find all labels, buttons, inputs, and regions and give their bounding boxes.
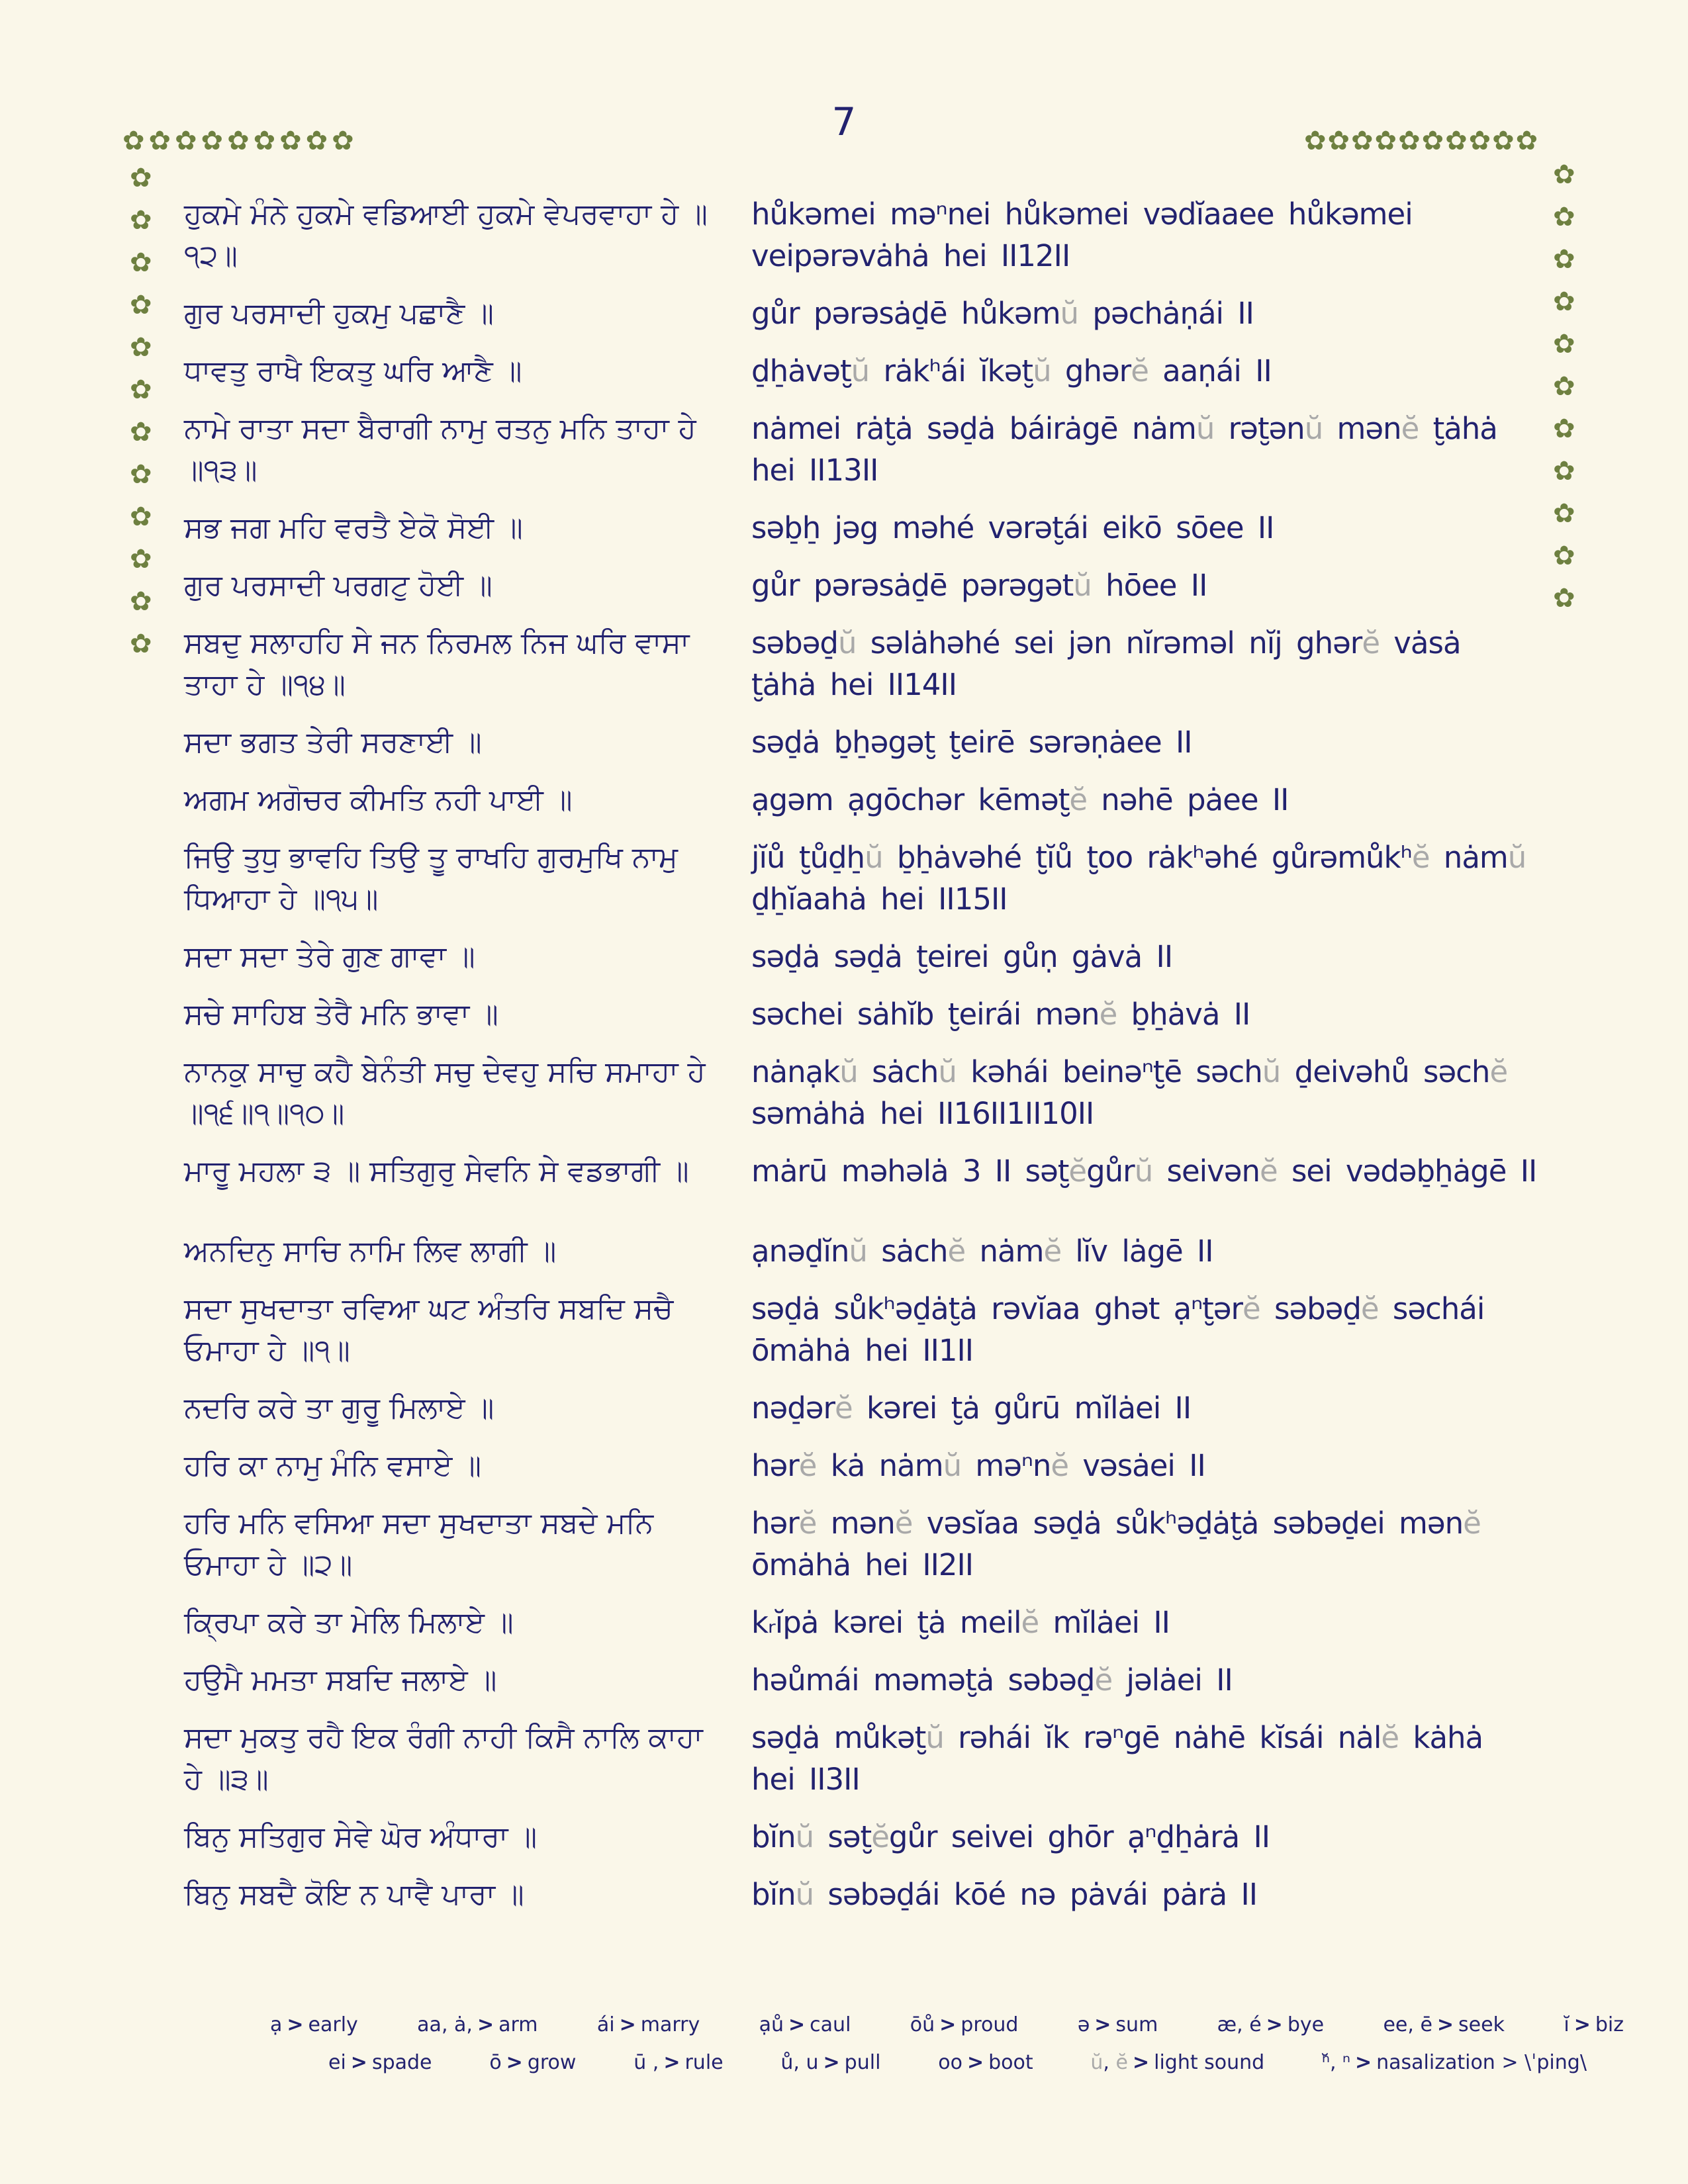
pronunciation-item — [910, 2013, 1019, 2036]
roman-transliteration-text: səb̠h̠ jəg məhé vərət̮ái eikō sōee II — [751, 510, 1274, 545]
flower-border-left — [130, 164, 152, 658]
flower-icon: ✿ — [130, 417, 152, 447]
flower-icon: ✿ — [130, 205, 152, 236]
roman-transliteration-text: səd̠ȧ səd̠ȧ t̮eirei gůṇ gȧvȧ II — [751, 939, 1173, 974]
pron-symbol: ōů — [910, 2013, 935, 2036]
greater-than-icon: > — [1573, 2013, 1591, 2036]
muted-short-vowel: ŭ — [1060, 296, 1079, 331]
pron-symbol: ů, u — [780, 2051, 819, 2074]
gurmukhi-text: ਅਗਮ ਅਗੋਚਰ ਕੀਮਤਿ ਨਹੀ ਪਾਈ ॥ — [184, 783, 573, 817]
flower-icon: ✿ — [130, 586, 152, 617]
pronunciation-key-row-1 — [270, 2013, 1624, 2036]
pron-symbol: ĭ — [1564, 2013, 1570, 2036]
pronunciation-key-row-2 — [270, 2051, 1624, 2074]
gurmukhi-text: ਬਿਨੁ ਸਬਦੈ ਕੋਇ ਨ ਪਾਵੈ ਪਾਰਾ ॥ — [184, 1878, 524, 1911]
flower-icon: ✿ — [130, 290, 152, 320]
verse-row — [184, 1051, 1538, 1134]
pronunciation-item — [597, 2013, 700, 2036]
pron-symbol: ō — [489, 2051, 502, 2074]
muted-short-vowel: ĕ — [1362, 625, 1380, 660]
muted-short-vowel: ŭ — [851, 353, 870, 388]
muted-short-vowel: ĕ — [1068, 1154, 1087, 1189]
muted-short-vowel: ŭ — [1134, 1154, 1153, 1189]
flower-icon: ✿ — [201, 126, 224, 156]
pron-example: pull — [844, 2051, 881, 2074]
flower-icon: ✿ — [130, 544, 152, 574]
muted-short-vowel: ĕ — [1051, 1448, 1069, 1483]
pronunciation-item — [270, 2013, 358, 2036]
flower-icon: ✿ — [305, 126, 328, 156]
verse-row — [184, 622, 1538, 705]
pronunciation-key — [270, 2013, 1624, 2074]
flower-icon: ✿ — [1515, 126, 1538, 156]
verse-row — [184, 1816, 1538, 1858]
roman-transliteration-text: nəd̠ərĕ kərei t̮ȧ gůrū mĭlȧei II — [751, 1390, 1192, 1426]
flower-icon: ✿ — [175, 126, 197, 156]
pronunciation-item — [938, 2051, 1033, 2074]
muted-short-vowel: ŭ — [837, 625, 857, 660]
muted-short-vowel: ŭ — [1304, 411, 1323, 446]
greater-than-icon: > — [1132, 2051, 1150, 2074]
flower-icon: ✿ — [1398, 126, 1421, 156]
verse-row — [184, 1659, 1538, 1701]
muted-short-vowel: ŭ — [925, 1720, 944, 1755]
greater-than-icon: > — [663, 2051, 680, 2074]
pron-symbol: ái — [596, 2013, 615, 2036]
verse-row — [184, 1502, 1538, 1586]
roman-transliteration-text: gůr pərəsȧd̠ē hůkəmŭ pəchȧṇái II — [751, 296, 1254, 331]
flower-icon: ✿ — [1553, 498, 1575, 529]
pronunciation-item — [1217, 2013, 1324, 2036]
muted-short-vowel: ŭ — [865, 840, 883, 875]
muted-short-vowel: ŭ — [943, 1448, 962, 1483]
pron-example: bye — [1287, 2013, 1325, 2036]
roman-transliteration-text: mȧrū məhəlȧ 3 II sət̮ĕgůrŭ seivənĕ sei vədəb̠h̠ȧgē II — [751, 1154, 1537, 1189]
pron-example: nasalization > \ˈping\ — [1376, 2051, 1587, 2074]
gurmukhi-text: ਕ੍ਰਿਪਾ ਕਰੇ ਤਾ ਮੇਲਿ ਮਿਲਾਏ ॥ — [184, 1606, 514, 1639]
verse-row — [184, 1717, 1538, 1800]
verse-row — [184, 565, 1538, 606]
muted-short-vowel: ĕ — [1131, 353, 1149, 388]
verse-row — [184, 408, 1538, 491]
gurmukhi-text: ਨਾਨਕੁ ਸਾਚੁ ਕਹੈ ਬੇਨੰਤੀ ਸਚੁ ਦੇਵਹੁ ਸਚਿ ਸਮਾਹਾ ਹੇ ॥੧੬॥੧॥੧੦॥ — [184, 1055, 706, 1130]
flower-icon: ✿ — [1374, 126, 1397, 156]
greater-than-icon: > — [619, 2013, 636, 2036]
gurmukhi-text: ਸਦਾ ਸਦਾ ਤੇਰੇ ਗੁਣ ਗਾਵਾ ॥ — [184, 940, 475, 974]
muted-short-vowel: ĕ — [1360, 1291, 1379, 1326]
pron-symbol: ə — [1077, 2013, 1090, 2036]
roman-transliteration-text: bĭnŭ sət̮ĕgůr seivei ghōr ạⁿd̠h̠ȧrȧ II — [751, 1819, 1270, 1854]
flower-icon: ✿ — [130, 375, 152, 405]
roman-transliteration-text: ạgəm ạgōchər kēmət̮ĕ nəhē pȧee II — [751, 782, 1289, 817]
muted-short-vowel: ŭ — [839, 1054, 858, 1089]
verse-row — [184, 1602, 1538, 1643]
muted-short-vowel: ŭ — [1033, 353, 1051, 388]
gurmukhi-text: ਸਦਾ ਮੁਕਤੁ ਰਹੈ ਇਕ ਰੰਗੀ ਨਾਹੀ ਕਿਸੈ ਨਾਲਿ ਕਾਹਾ ਹੇ ॥੩॥ — [184, 1721, 703, 1796]
pron-example: caul — [810, 2013, 851, 2036]
pron-symbol: ạů — [759, 2013, 784, 2036]
flower-icon: ✿ — [1553, 371, 1575, 402]
pron-example: grow — [527, 2051, 577, 2074]
pronunciation-item — [1090, 2051, 1264, 2074]
roman-transliteration-text: ạnəd̠ĭnŭ sȧchĕ nȧmĕ lĭv lȧgē II — [751, 1234, 1213, 1269]
muted-short-vowel: ŭ — [1196, 411, 1215, 446]
roman-transliteration-text: səd̠ȧ můkət̮ŭ rəhái ĭk rəⁿgē nȧhē kĭsái nȧlĕ kȧhȧ hei II3II — [751, 1720, 1483, 1797]
flower-icon: ✿ — [1468, 126, 1491, 156]
flower-icon: ✿ — [130, 459, 152, 490]
flower-icon: ✿ — [253, 126, 276, 156]
muted-short-vowel: ŭ — [1090, 2051, 1103, 2074]
pron-example: seek — [1458, 2013, 1505, 2036]
flower-icon: ✿ — [1553, 287, 1575, 317]
flower-icon: ✿ — [1445, 126, 1468, 156]
verse-table — [184, 193, 1538, 1915]
verse-row — [184, 1288, 1538, 1371]
roman-transliteration-text: kᵣĭpȧ kərei t̮ȧ meilĕ mĭlȧei II — [751, 1605, 1170, 1640]
muted-short-vowel: ŭ — [938, 1054, 957, 1089]
gurmukhi-text: ਬਿਨੁ ਸਤਿਗੁਰ ਸੇਵੇ ਘੋਰ ਅੰਧਾਰਾ ॥ — [184, 1820, 538, 1854]
muted-short-vowel: ĕ — [871, 1819, 889, 1854]
roman-transliteration-text: səchei sȧhĭb t̮eirái mənĕ b̠h̠ȧvȧ II — [751, 997, 1250, 1032]
pron-example: early — [308, 2013, 358, 2036]
pronunciation-item — [1564, 2013, 1624, 2036]
muted-short-vowel: ĕ — [1260, 1154, 1278, 1189]
greater-than-icon: > — [939, 2013, 957, 2036]
muted-short-vowel: ĕ — [798, 1448, 817, 1483]
pron-symbol: ⁿ̆, ⁿ — [1322, 2051, 1350, 2074]
gurmukhi-text: ਸਚੇ ਸਾਹਿਬ ਤੇਰੈ ਮਨਿ ਭਾਵਾ ॥ — [184, 997, 498, 1031]
greater-than-icon: > — [477, 2013, 494, 2036]
flower-icon: ✿ — [1553, 583, 1575, 614]
flower-icon: ✿ — [227, 126, 250, 156]
muted-short-vowel: ĕ — [1489, 1054, 1508, 1089]
muted-short-vowel: ŭ — [795, 1877, 814, 1912]
muted-short-vowel: ŭ — [849, 1234, 867, 1269]
roman-transliteration-text: nȧnạkŭ sȧchŭ kəhái beinəⁿt̮ē səchŭ d̠eivəhů səchĕ səmȧhȧ hei II16II1II10II — [751, 1054, 1508, 1131]
pron-symbol: ŭ, ĕ — [1090, 2051, 1128, 2074]
flower-icon: ✿ — [1553, 329, 1575, 359]
gurmukhi-text: ਹਰਿ ਕਾ ਨਾਮੁ ਮੰਨਿ ਵਸਾਏ ॥ — [184, 1449, 481, 1482]
gurmukhi-text: ਗੁਰ ਪਰਸਾਦੀ ਹੁਕਮੁ ਪਛਾਣੈ ॥ — [184, 296, 494, 330]
muted-short-vowel: ĕ — [947, 1234, 966, 1269]
gurmukhi-text: ਨਾਮੇ ਰਾਤਾ ਸਦਾ ਬੈਰਾਗੀ ਨਾਮੁ ਰਤਨੁ ਮਨਿ ਤਾਹਾ ਹੇ ॥੧੩॥ — [184, 412, 696, 487]
muted-short-vowel: ŭ — [1262, 1054, 1281, 1089]
pron-example: arm — [498, 2013, 538, 2036]
greater-than-icon: > — [287, 2013, 304, 2036]
roman-transliteration-text: gůr pərəsȧd̠ē pərəgətŭ hōee II — [751, 568, 1207, 603]
verse-row — [184, 993, 1538, 1035]
gurmukhi-text: ਹਰਿ ਮਨਿ ਵਸਿਆ ਸਦਾ ਸੁਖਦਾਤਾ ਸਬਦੇ ਮਨਿ ਓਮਾਹਾ ਹੇ ॥੨॥ — [184, 1506, 654, 1582]
pron-example: biz — [1595, 2013, 1624, 2036]
pron-symbol: ei — [328, 2051, 346, 2074]
roman-transliteration-text: jĭů t̮ůd̠h̠ŭ b̠h̠ȧvəhé t̮ĭů t̮oo rȧkʰəhé gůrəmůkʰĕ nȧmŭ d̠h̠ĭaahȧ hei II15II — [751, 840, 1526, 917]
flower-icon: ✿ — [130, 163, 152, 193]
flower-border-right — [1553, 161, 1575, 612]
verse-row — [184, 1874, 1538, 1915]
greater-than-icon: > — [1436, 2013, 1454, 2036]
pronunciation-item — [489, 2051, 576, 2074]
greater-than-icon: > — [350, 2051, 367, 2074]
pronunciation-item — [633, 2051, 723, 2074]
muted-short-vowel: ĕ — [1381, 1720, 1399, 1755]
flower-icon: ✿ — [1492, 126, 1515, 156]
greater-than-icon: > — [823, 2051, 840, 2074]
flower-icon: ✿ — [332, 126, 354, 156]
pronunciation-item — [759, 2013, 851, 2036]
muted-short-vowel: ĕ — [1242, 1291, 1260, 1326]
gurmukhi-text: ਗੁਰ ਪਰਸਾਦੀ ਪਰਗਟੁ ਹੋਈ ॥ — [184, 569, 492, 602]
roman-transliteration-text: hərĕ mənĕ vəsĭaa səd̠ȧ sůkʰəd̠ȧt̮ȧ səbəd̠ei mənĕ ōmȧhȧ hei II2II — [751, 1506, 1481, 1582]
flower-icon: ✿ — [148, 126, 171, 156]
gurmukhi-text: ਸਭ ਜਗ ਮਹਿ ਵਰਤੈ ਏਕੋ ਸੋਈ ॥ — [184, 511, 523, 545]
gurmukhi-text: ਸਬਦੁ ਸਲਾਹਹਿ ਸੇ ਜਨ ਨਿਰਮਲ ਨਿਜ ਘਰਿ ਵਾਸਾ ਤਾਹਾ ਹੇ ॥੧੪॥ — [184, 626, 690, 702]
pron-symbol: æ, é — [1217, 2013, 1262, 2036]
gurmukhi-text: ਸਦਾ ਭਗਤ ਤੇਰੀ ਸਰਣਾਈ ॥ — [184, 725, 482, 759]
muted-short-vowel: ĕ — [894, 1506, 913, 1541]
gurmukhi-text: ਮਾਰੂ ਮਹਲਾ ੩ ॥ ਸਤਿਗੁਰੁ ਸੇਵਨਿ ਸੇ ਵਡਭਾਗੀ ॥ — [184, 1154, 689, 1188]
gurmukhi-text: ਧਾਵਤੁ ਰਾਖੈ ਇਕਤੁ ਘਰਿ ਆਣੈ ॥ — [184, 354, 522, 388]
verse-row — [184, 1445, 1538, 1486]
muted-short-vowel: ĕ — [1115, 2051, 1128, 2074]
pronunciation-item — [1322, 2051, 1587, 2074]
pron-symbol: ee, ē — [1383, 2013, 1432, 2036]
gurmukhi-text: ਨਦਰਿ ਕਰੇ ਤਾ ਗੁਰੂ ਮਿਲਾਏ ॥ — [184, 1391, 494, 1425]
pronunciation-item — [1383, 2013, 1505, 2036]
gurmukhi-text: ਹਉਮੈ ਮਮਤਾ ਸਬਦਿ ਜਲਾਏ ॥ — [184, 1663, 497, 1697]
greater-than-icon: > — [1094, 2013, 1111, 2036]
greater-than-icon: > — [506, 2051, 523, 2074]
roman-transliteration-text: səd̠ȧ sůkʰəd̠ȧt̮ȧ rəvĭaa ghət ạⁿt̮ərĕ səbəd̠ĕ səchái ōmȧhȧ hei II1II — [751, 1291, 1485, 1368]
muted-short-vowel: ĕ — [1463, 1506, 1481, 1541]
pron-symbol: aa, ȧ, — [417, 2013, 473, 2036]
pron-example: spade — [371, 2051, 432, 2074]
muted-short-vowel: ĕ — [1401, 411, 1419, 446]
greater-than-icon: > — [966, 2051, 984, 2074]
flower-icon: ✿ — [130, 629, 152, 659]
pronunciation-item — [1078, 2013, 1158, 2036]
verse-row — [184, 721, 1538, 763]
muted-short-vowel: ĕ — [1043, 1234, 1062, 1269]
pronunciation-item — [417, 2013, 538, 2036]
greater-than-icon: > — [788, 2013, 806, 2036]
verse-row — [184, 1387, 1538, 1429]
greater-than-icon: > — [1266, 2013, 1283, 2036]
roman-transliteration-text: səd̠ȧ b̠h̠əgət̮ t̮eirē sərəṇȧee II — [751, 725, 1192, 760]
flower-icon: ✿ — [1553, 456, 1575, 486]
muted-short-vowel: ĕ — [1021, 1605, 1039, 1640]
muted-short-vowel: ĕ — [1094, 1662, 1113, 1698]
pron-example: sum — [1115, 2013, 1158, 2036]
flower-border-top-right — [1304, 127, 1538, 155]
pronunciation-item — [780, 2051, 880, 2074]
pron-symbol: ū , — [633, 2051, 659, 2074]
flower-icon: ✿ — [1421, 126, 1444, 156]
flower-icon: ✿ — [122, 126, 145, 156]
pron-example: boot — [988, 2051, 1033, 2074]
flower-icon: ✿ — [1304, 126, 1327, 156]
muted-short-vowel: ŭ — [795, 1819, 814, 1854]
greater-than-icon: > — [1355, 2051, 1372, 2074]
flower-icon: ✿ — [1553, 159, 1575, 190]
flower-icon: ✿ — [1553, 541, 1575, 571]
muted-short-vowel: ĕ — [1411, 840, 1430, 875]
verse-row — [184, 193, 1538, 277]
page-number: 7 — [831, 99, 857, 144]
roman-transliteration-text: nȧmei rȧt̮ȧ səd̠ȧ báirȧgē nȧmŭ rət̮ənŭ mənĕ t̮ȧhȧ hei II13II — [751, 411, 1497, 488]
gurmukhi-text: ਅਨਦਿਨੁ ਸਾਚਿ ਨਾਮਿ ਲਿਵ ਲਾਗੀ ॥ — [184, 1234, 557, 1268]
roman-transliteration-text: d̠h̠ȧvət̮ŭ rȧkʰái ĭkət̮ŭ ghərĕ aaṇái II — [751, 353, 1272, 388]
roman-transliteration-text: səbəd̠ŭ səlȧhəhé sei jən nĭrəməl nĭj ghərĕ vȧsȧ t̮ȧhȧ hei II14II — [751, 625, 1461, 702]
flower-icon: ✿ — [1553, 244, 1575, 275]
flower-icon: ✿ — [1553, 202, 1575, 232]
gurmukhi-text: ਜਿਉ ਤੁਧੁ ਭਾਵਹਿ ਤਿਉ ਤੂ ਰਾਖਹਿ ਗੁਰਮੁਖਿ ਨਾਮੁ ਧਿਆਹਾ ਹੇ ॥੧੫॥ — [184, 841, 678, 916]
verse-row — [184, 507, 1538, 549]
pronunciation-item — [328, 2051, 432, 2074]
flower-icon: ✿ — [1553, 414, 1575, 444]
muted-short-vowel: ŭ — [1073, 568, 1092, 603]
flower-icon: ✿ — [279, 126, 302, 156]
verse-row — [184, 350, 1538, 392]
flower-icon: ✿ — [130, 502, 152, 532]
verse-row — [184, 293, 1538, 334]
verse-row — [184, 1150, 1538, 1192]
pron-example: marry — [640, 2013, 700, 2036]
muted-short-vowel: ĕ — [1099, 997, 1117, 1032]
pron-symbol: ạ — [270, 2013, 283, 2036]
verse-row — [184, 936, 1538, 978]
muted-short-vowel: ŭ — [1507, 840, 1526, 875]
roman-transliteration-text: hərĕ kȧ nȧmŭ məⁿnĕ vəsȧei II — [751, 1448, 1205, 1483]
muted-short-vowel: ĕ — [834, 1390, 853, 1426]
flower-icon: ✿ — [130, 332, 152, 363]
muted-short-vowel: ĕ — [798, 1506, 817, 1541]
flower-border-top-left — [122, 127, 354, 155]
pron-example: proud — [961, 2013, 1019, 2036]
roman-transliteration-text: hůkəmei məⁿnei hůkəmei vədĭaaee hůkəmei veipərəvȧhȧ hei II12II — [751, 197, 1413, 273]
gurmukhi-text: ਹੁਕਮੇ ਮੰਨੇ ਹੁਕਮੇ ਵਡਿਆਈ ਹੁਕਮੇ ਵੇਪਰਵਾਹਾ ਹੇ ॥੧੨॥ — [184, 197, 708, 273]
flower-icon: ✿ — [130, 248, 152, 278]
pron-symbol: oo — [938, 2051, 962, 2074]
verse-row — [184, 837, 1538, 920]
pron-example: rule — [684, 2051, 724, 2074]
flower-icon: ✿ — [1327, 126, 1350, 156]
roman-transliteration-text: həůmái məmət̮ȧ səbəd̠ĕ jəlȧei II — [751, 1662, 1233, 1698]
muted-short-vowel: ĕ — [1069, 782, 1087, 817]
gurmukhi-text: ਸਦਾ ਸੁਖਦਾਤਾ ਰਵਿਆ ਘਟ ਅੰਤਰਿ ਸਬਦਿ ਸਚੈ ਓਮਾਹਾ ਹੇ ॥੧॥ — [184, 1292, 673, 1367]
pron-example: light sound — [1154, 2051, 1265, 2074]
verse-row — [184, 1230, 1538, 1272]
roman-transliteration-text: bĭnŭ səbəd̠ái kōé nə pȧvái pȧrȧ II — [751, 1877, 1258, 1912]
verse-row — [184, 779, 1538, 821]
flower-icon: ✿ — [1351, 126, 1374, 156]
